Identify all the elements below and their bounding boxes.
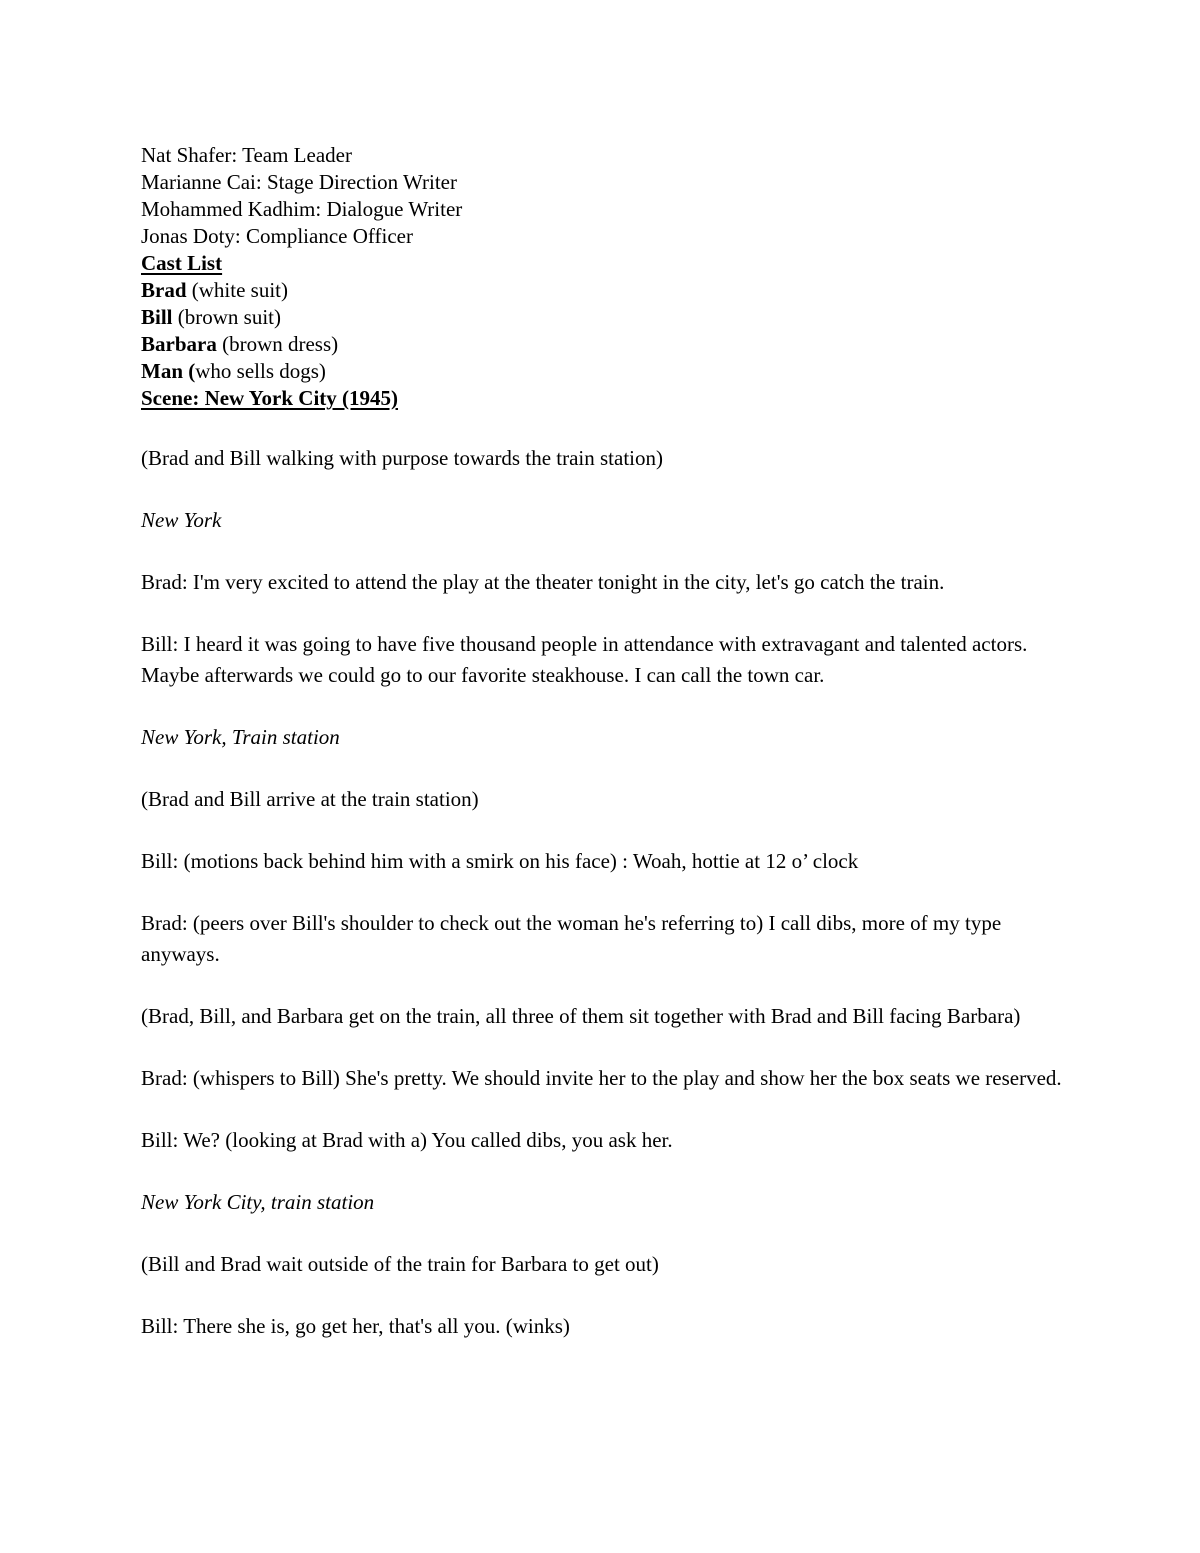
location-line: New York City, train station	[141, 1190, 375, 1214]
cast-list-heading: Cast List	[141, 251, 223, 275]
cast-entry	[141, 358, 1071, 385]
cast-entry	[141, 331, 1071, 358]
dialogue-line: Brad: (peers over Bill's shoulder to check out the woman he's referring to) I call dibs, more of my type anyways.	[141, 911, 1002, 966]
stage-direction: (Brad, Bill, and Barbara get on the train, all three of them sit together with Brad and Bill facing Barbara)	[141, 1004, 1021, 1028]
dialogue-line: Bill: (motions back behind him with a smirk on his face) : Woah, hottie at 12 o’ clock	[141, 849, 859, 873]
location-line: New York, Train station	[141, 725, 340, 749]
cast-name: Bill	[141, 305, 173, 329]
cast-entry	[141, 304, 1071, 331]
cast-description: (brown suit)	[172, 305, 282, 329]
stage-direction: (Bill and Brad wait outside of the train for Barbara to get out)	[141, 1252, 659, 1276]
team-member: Jonas Doty: Compliance Officer	[141, 224, 413, 248]
stage-direction: (Brad and Bill walking with purpose towards the train station)	[141, 446, 663, 470]
location-line: New York	[141, 508, 222, 532]
cast-name: Barbara	[141, 332, 217, 356]
cast-description: (brown dress)	[216, 332, 339, 356]
dialogue-line: Bill: There she is, go get her, that's all you. (winks)	[141, 1314, 570, 1338]
cast-description: (white suit)	[186, 278, 288, 302]
dialogue-line: Brad: I'm very excited to attend the play at the theater tonight in the city, let's go catch the train.	[141, 570, 945, 594]
cast-description: who sells dogs)	[195, 359, 326, 383]
scene-heading: Scene: New York City (1945)	[141, 386, 399, 410]
dialogue-line: Bill: I heard it was going to have five thousand people in attendance with extravagant and talented actors. Maybe afterwards we could go to our favorite steakhouse. I can call the town car.	[141, 632, 1028, 687]
dialogue-line: Brad: (whispers to Bill) She's pretty. We should invite her to the play and show her the box seats we reserved.	[141, 1066, 1062, 1090]
team-member: Mohammed Kadhim: Dialogue Writer	[141, 197, 463, 221]
cast-name: Brad	[141, 278, 187, 302]
document-page	[141, 142, 1071, 1342]
stage-direction: (Brad and Bill arrive at the train station)	[141, 787, 479, 811]
dialogue-line: Bill: We? (looking at Brad with a) You called dibs, you ask her.	[141, 1128, 673, 1152]
cast-entry	[141, 277, 1071, 304]
team-member: Nat Shafer: Team Leader	[141, 143, 352, 167]
cast-name: Man (	[141, 359, 196, 383]
team-member: Marianne Cai: Stage Direction Writer	[141, 170, 457, 194]
